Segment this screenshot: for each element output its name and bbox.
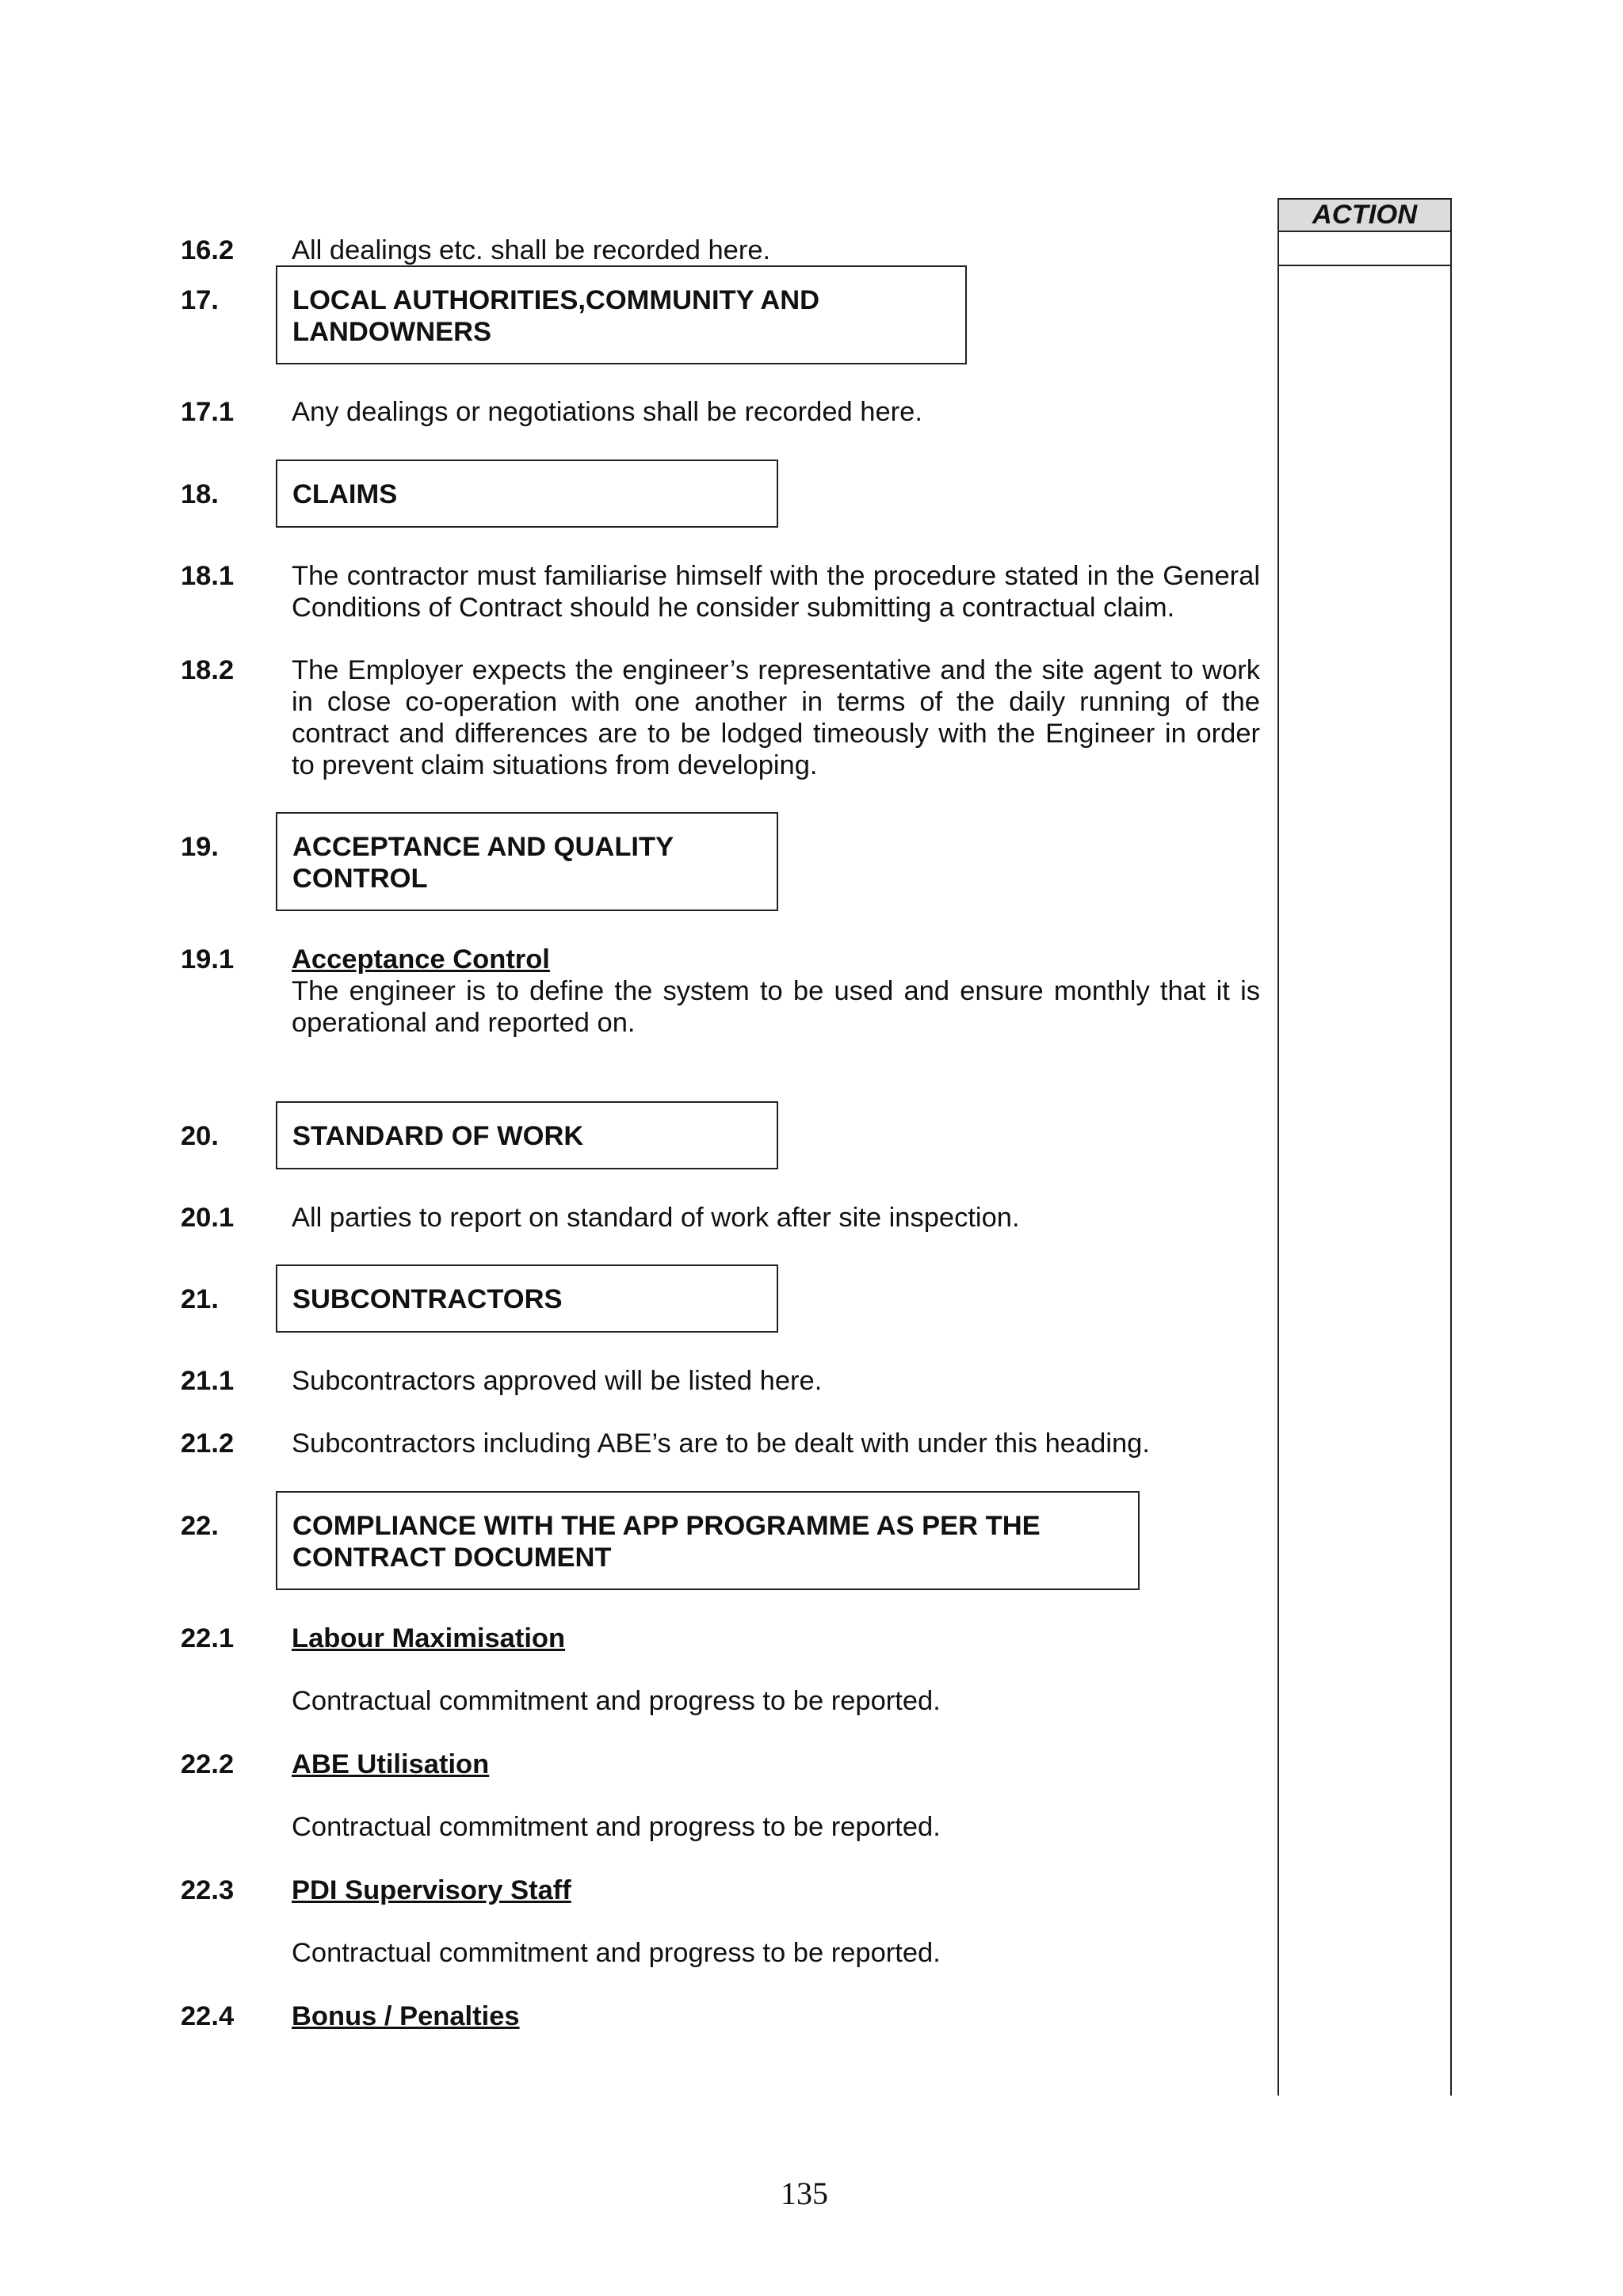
section-number: 22.1 <box>181 1623 235 1653</box>
section-text: Contractual commitment and progress to be reported. <box>292 1686 941 1716</box>
section-heading: CLAIMS <box>292 479 398 509</box>
section-subheading: Acceptance Control <box>292 944 550 974</box>
section-subheading: ABE Utilisation <box>292 1749 490 1779</box>
section-heading: CONTRACT DOCUMENT <box>292 1543 612 1573</box>
section-subheading: PDI Supervisory Staff <box>292 1875 571 1905</box>
section-number: 19.1 <box>181 944 235 974</box>
section-text: Subcontractors including ABE’s are to be dealt with under this heading. <box>292 1428 1150 1459</box>
section-heading: STANDARD OF WORK <box>292 1121 584 1151</box>
section-heading: ACCEPTANCE AND QUALITY <box>292 832 674 862</box>
section-text: Contractual commitment and progress to be reported. <box>292 1812 941 1842</box>
page-number: 135 <box>781 2176 828 2211</box>
section-number: 22. <box>181 1511 219 1541</box>
section-number: 17. <box>181 285 219 315</box>
section-number: 20. <box>181 1121 219 1151</box>
section-number: 21.2 <box>181 1428 235 1459</box>
section-number: 22.2 <box>181 1749 235 1779</box>
action-column <box>1277 198 1452 2096</box>
section-subheading: Labour Maximisation <box>292 1623 566 1653</box>
section-heading: LANDOWNERS <box>292 317 492 347</box>
section-number: 22.3 <box>181 1875 235 1905</box>
section-heading-box <box>276 1491 1140 1590</box>
section-heading-box <box>276 460 778 528</box>
section-number: 18.2 <box>181 655 235 685</box>
section-subheading: Bonus / Penalties <box>292 2001 520 2031</box>
section-number: 17.1 <box>181 397 235 427</box>
section-number: 21.1 <box>181 1366 235 1396</box>
section-heading: LOCAL AUTHORITIES,COMMUNITY AND <box>292 285 820 315</box>
section-paragraph: The Employer expects the engineer’s representative and the site agent to work in close co-operation with one another in terms of the daily running of the contract and differences are to be lodged timeously with the Engineer in order to prevent claim situations from developing. <box>292 655 1260 780</box>
section-heading-box <box>276 1264 778 1333</box>
section-text: All dealings etc. shall be recorded here. <box>292 235 771 265</box>
section-heading: COMPLIANCE WITH THE APP PROGRAMME AS PER THE <box>292 1511 1041 1541</box>
section-paragraph: The contractor must familiarise himself with the procedure stated in the General Conditions of Contract should he consider submitting a contractual claim. <box>292 561 1260 623</box>
section-number: 22.4 <box>181 2001 235 2031</box>
section-number: 18.1 <box>181 561 235 591</box>
action-column-header: ACTION <box>1277 198 1452 232</box>
section-heading-box <box>276 1101 778 1169</box>
section-number: 19. <box>181 832 219 862</box>
section-text: All parties to report on standard of work after site inspection. <box>292 1203 1020 1233</box>
section-heading: CONTROL <box>292 864 428 894</box>
section-text: Subcontractors approved will be listed here. <box>292 1366 823 1396</box>
section-number: 18. <box>181 479 219 509</box>
section-heading: SUBCONTRACTORS <box>292 1284 563 1314</box>
section-text: Any dealings or negotiations shall be recorded here. <box>292 397 922 427</box>
section-paragraph: The engineer is to define the system to be used and ensure monthly that it is operational and reported on. <box>292 976 1260 1038</box>
section-number: 16.2 <box>181 235 235 265</box>
action-column-blank-row <box>1277 231 1452 266</box>
section-heading-box <box>276 265 967 364</box>
section-text: Contractual commitment and progress to be reported. <box>292 1938 941 1968</box>
section-number: 21. <box>181 1284 219 1314</box>
section-number: 20.1 <box>181 1203 235 1233</box>
section-heading-box <box>276 812 778 911</box>
